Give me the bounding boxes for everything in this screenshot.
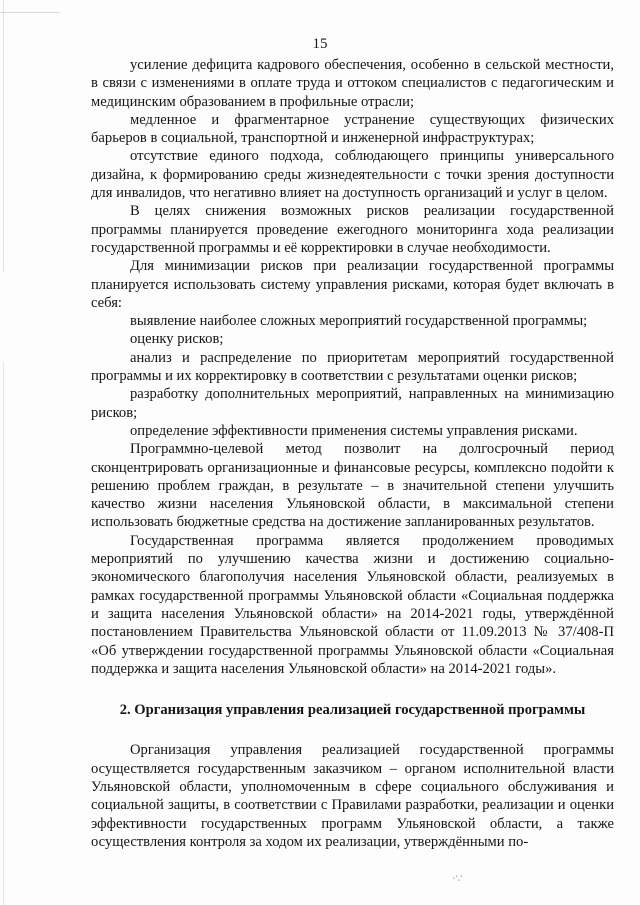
document-body — [91, 56, 614, 851]
scan-top-artifact — [0, 12, 60, 13]
section-heading: 2. Организация управления реализацией государственной программы — [119, 702, 586, 719]
scan-edge-artifact — [3, 0, 4, 905]
paragraph: Государственная программа является продолжением проводимых мероприятий по улучшению качества жизни и достижению социально-экономического благополучия населения Ульяновской области, реализуемых в рамках государственной программы Ульяновской области «Социальная поддержка и защита населения Ульяновской области» на 2014-2021 годы, утверждённой постановлением Правительства Ульяновской области от 11.09.2013 № 37/408-П «Об утверждении государственной программы Ульяновской области «Социальная поддержка и защита населения Ульяновской области» на 2014-2021 годы». — [91, 532, 614, 677]
paragraph: анализ и распределение по приоритетам мероприятий государственной программы и их корректировку в соответствии с результатами оценки рисков; — [91, 349, 614, 385]
paragraph: В целях снижения возможных рисков реализации государственной программы планируется проведение ежегодного мониторинга хода реализации государственной программы и её корректировки в случае необходимости. — [91, 203, 614, 256]
paragraph: усиление дефицита кадрового обеспечения, особенно в сельской местности, в связи с изменениями в оплате труда и оттоком специалистов с педагогическим и медицинским образованием в профильные отрасли; — [91, 57, 614, 110]
paragraph: Для минимизации рисков при реализации государственной программы планируется использовать систему управления рисками, которая будет включать в себя: — [91, 258, 614, 311]
paragraph: определение эффективности применения системы управления рисками. — [130, 422, 578, 439]
paragraph: оценку рисков; — [130, 331, 224, 348]
paragraph: выявление наиболее сложных мероприятий государственной программы; — [130, 313, 588, 330]
scan-mark: ·∵ — [452, 872, 463, 885]
paragraph: Программно-целевой метод позволит на долгосрочный период сконцентрировать организационные и финансовые ресурсы, комплексно подойти к решению проблем граждан, в результате – в значительной степени улучшить качество жизни населения Ульяновской области, в максимальной степени использовать бюджетные средства на достижение запланированных результатов. — [91, 441, 614, 531]
paragraph: отсутствие единого подхода, соблюдающего принципы универсального дизайна, к формированию среды жизнедеятельности с точки зрения доступности для инвалидов, что негативно влияет на доступность организаций и услуг в целом. — [91, 148, 614, 202]
paragraph: медленное и фрагментарное устранение существующих физических барьеров в социальной, транспортной и инженерной инфраструктурах; — [91, 111, 614, 147]
paragraph: разработку дополнительных мероприятий, направленных на минимизацию рисков; — [91, 386, 614, 421]
paragraph: Организация управления реализацией государственной программы осуществляется государственным заказчиком – органом исполнительной власти Ульяновской области, уполномоченным в сфере социального обслуживания и социальной защиты, в соответствии с Правилами разработки, реализации и оценки эффективности государственных программ Ульяновской области, а также осуществления контроля за ходом их реализации, утверждёнными по- — [91, 742, 614, 850]
page-number: 15 — [312, 36, 328, 52]
